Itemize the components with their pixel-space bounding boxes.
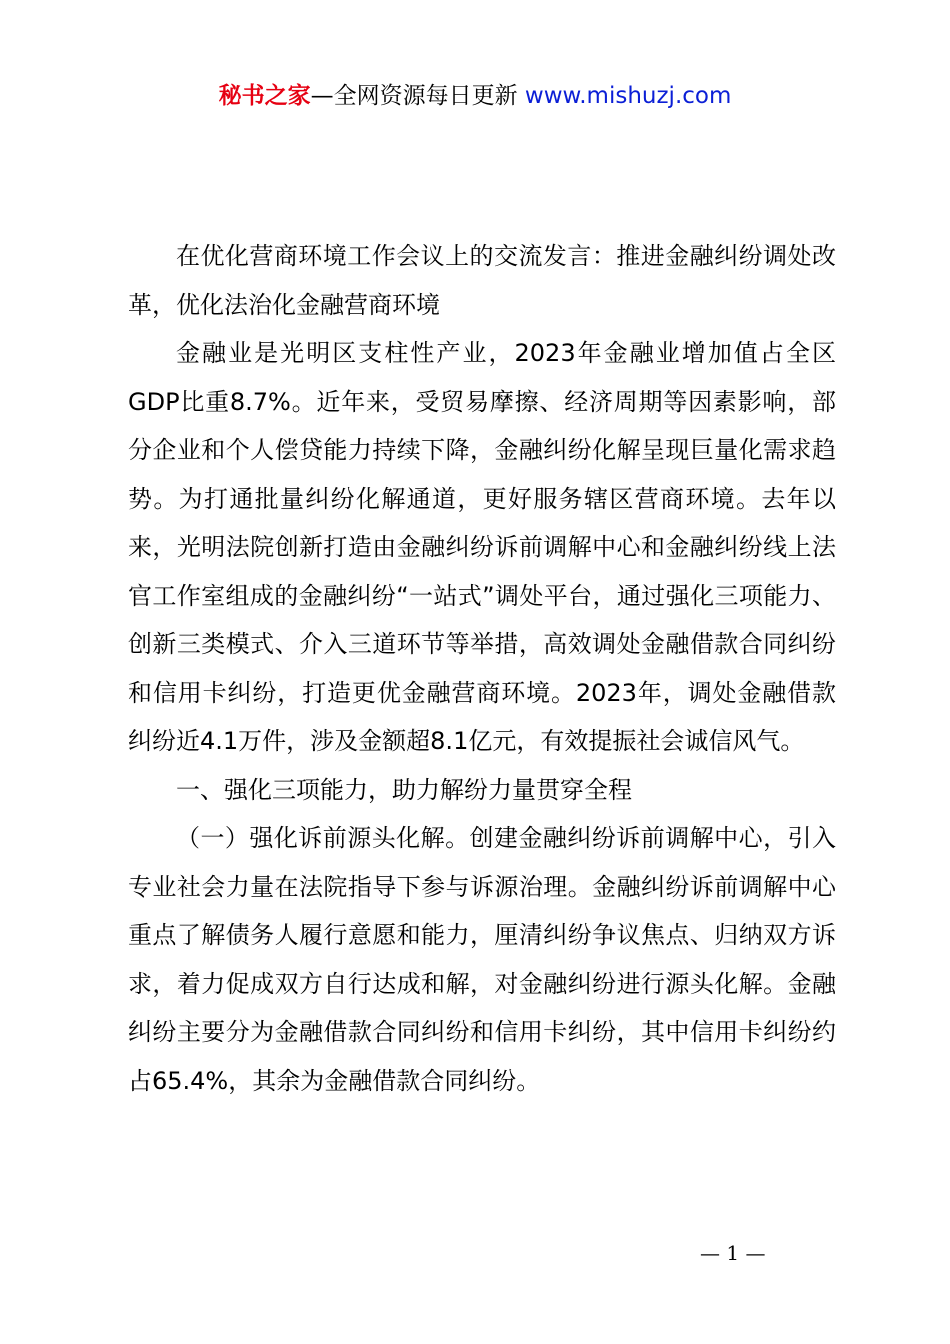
document-title: 在优化营商环境工作会议上的交流发言：推进金融纠纷调处改革，优化法治化金融营商环境	[128, 242, 836, 319]
page-number: — 1 —	[700, 1241, 766, 1265]
body-paragraph: （一）强化诉前源头化解。创建金融纠纷诉前调解中心，引入专业社会力量在法院指导下参与诉源治理。金融纠纷诉前调解中心重点了解债务人履行意愿和能力，厘清纠纷争议焦点、归纳双方诉求，着力促成双方自行达成和解，对金融纠纷进行源头化解。金融纠纷主要分为金融借款合同纠纷和信用卡纠纷，其中信用卡纠纷约占65.4%，其余为金融借款合同纠纷。	[128, 824, 836, 1095]
section-heading: 一、强化三项能力，助力解纷力量贯穿全程	[176, 775, 632, 804]
site-tagline: —全网资源每日更新	[310, 83, 525, 109]
document-body	[128, 232, 836, 1105]
body-paragraph: 金融业是光明区支柱性产业，2023年金融业增加值占全区GDP比重8.7%。近年来，受贸易摩擦、经济周期等因素影响，部分企业和个人偿贷能力持续下降，金融纠纷化解呈现巨量化需求趋势。为打通批量纠纷化解通道，更好服务辖区营商环境。去年以来，光明法院创新打造由金融纠纷诉前调解中心和金融纠纷线上法官工作室组成的金融纠纷“一站式”调处平台，通过强化三项能力、创新三类模式、介入三道环节等举措，高效调处金融借款合同纠纷和信用卡纠纷，打造更优金融营商环境。2023年，调处金融借款纠纷近4.1万件，涉及金额超8.1亿元，有效提振社会诚信风气。	[128, 339, 836, 755]
brand-name: 秘书之家	[218, 83, 311, 109]
site-url-link[interactable]: www.mishuzj.com	[524, 83, 732, 109]
site-header	[0, 80, 950, 112]
